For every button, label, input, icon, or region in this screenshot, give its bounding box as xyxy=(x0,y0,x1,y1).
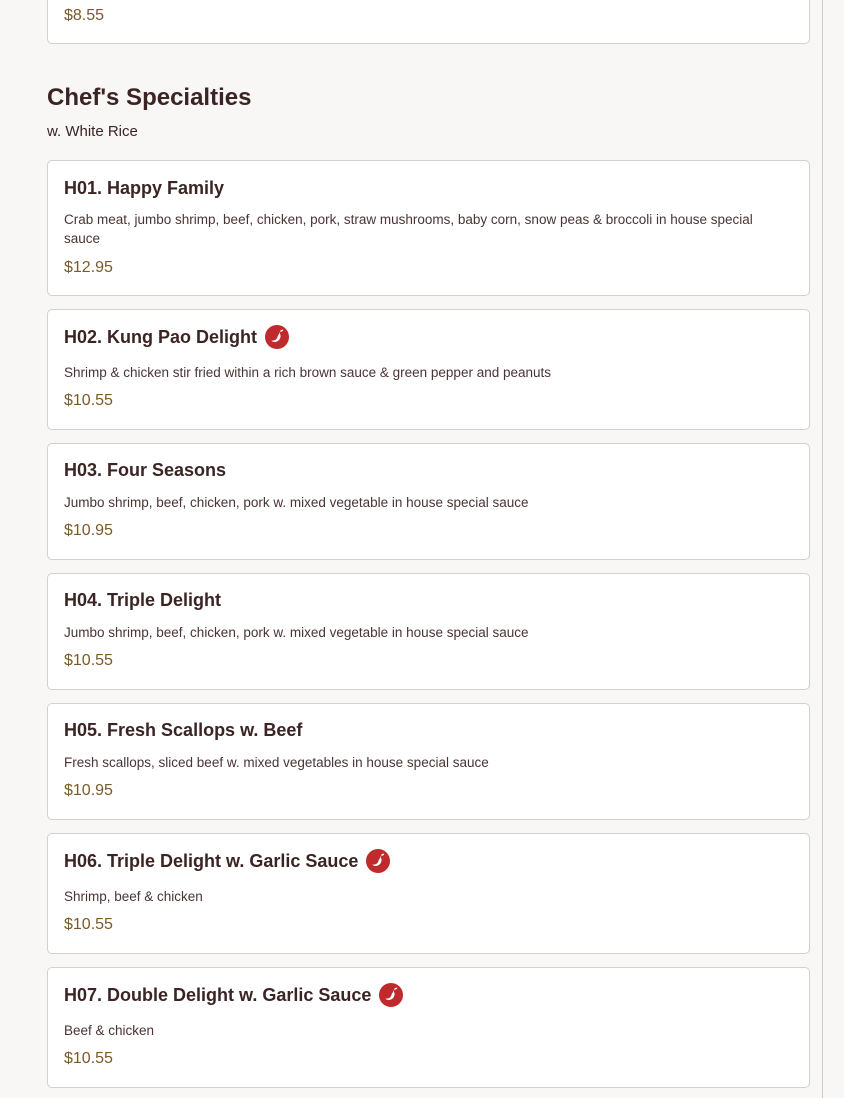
item-price: $10.55 xyxy=(64,392,113,409)
pepper-icon xyxy=(379,983,403,1007)
section-subtitle: w. White Rice xyxy=(47,123,138,140)
menu-item-card[interactable] xyxy=(47,967,810,1088)
item-price: $8.55 xyxy=(64,7,105,24)
item-name: H07. Double Delight w. Garlic Sauce xyxy=(64,984,372,1005)
menu-item-card-previous[interactable] xyxy=(47,0,810,44)
item-price: $10.95 xyxy=(64,782,113,799)
item-description: Shrimp & chicken stir fried within a rich brown sauce & green pepper and peanuts xyxy=(64,365,552,380)
item-name: H05. Fresh Scallops w. Beef xyxy=(64,720,303,740)
item-title xyxy=(64,983,403,1007)
item-name: H01. Happy Family xyxy=(64,178,225,198)
menu-item-card[interactable] xyxy=(47,443,810,560)
menu-item-card[interactable] xyxy=(47,160,810,296)
menu-item-card[interactable] xyxy=(47,309,810,430)
item-description: Fresh scallops, sliced beef w. mixed vegetables in house special sauce xyxy=(64,755,489,770)
item-description: Shrimp, beef & chicken xyxy=(64,889,203,904)
menu-item-card[interactable] xyxy=(47,703,810,820)
item-description: Jumbo shrimp, beef, chicken, pork w. mixed vegetable in house special sauce xyxy=(64,495,529,510)
item-name: H06. Triple Delight w. Garlic Sauce xyxy=(64,850,359,871)
item-title xyxy=(64,720,302,741)
item-title xyxy=(64,178,224,199)
page-right-border xyxy=(822,0,823,1098)
menu-item-card[interactable] xyxy=(47,833,810,954)
menu-item-card[interactable] xyxy=(47,573,810,690)
pepper-icon xyxy=(265,325,289,349)
item-title xyxy=(64,325,289,349)
item-name: H04. Triple Delight xyxy=(64,590,222,610)
item-description: Jumbo shrimp, beef, chicken, pork w. mixed vegetable in house special sauce xyxy=(64,625,529,640)
item-title xyxy=(64,849,390,873)
item-name: H03. Four Seasons xyxy=(64,460,227,480)
item-price: $10.55 xyxy=(64,916,113,933)
item-title xyxy=(64,590,221,611)
item-description: Crab meat, jumbo shrimp, beef, chicken, pork, straw mushrooms, baby corn, snow peas & broccoli in house special sauce xyxy=(64,212,753,246)
item-name: H02. Kung Pao Delight xyxy=(64,326,258,347)
section-title: Chef's Specialties xyxy=(47,84,252,111)
item-price: $10.55 xyxy=(64,1050,113,1067)
item-price: $10.55 xyxy=(64,652,113,669)
pepper-icon xyxy=(366,849,390,873)
item-description: Beef & chicken xyxy=(64,1023,155,1038)
item-title xyxy=(64,460,226,481)
item-price: $12.95 xyxy=(64,259,113,276)
item-price: $10.95 xyxy=(64,522,113,539)
